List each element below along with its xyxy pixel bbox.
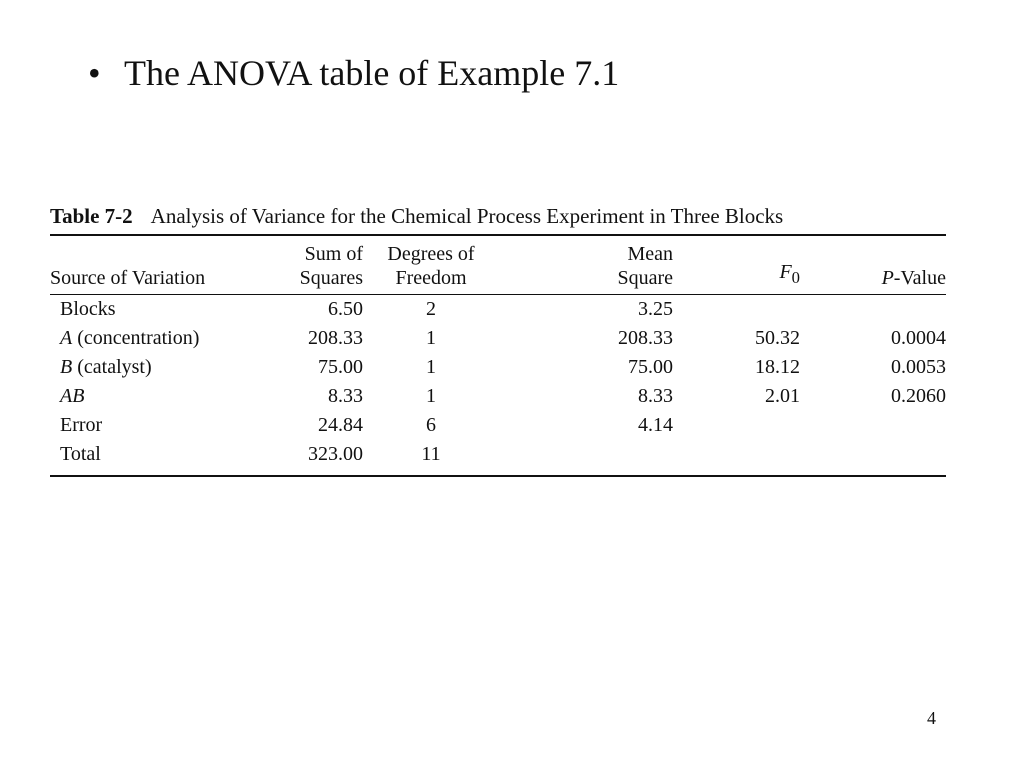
cell-f0: 2.01	[765, 385, 800, 407]
cell-mean-square: 8.33	[638, 385, 673, 407]
cell-f0	[673, 411, 800, 440]
header-source: Source of Variation	[50, 267, 206, 289]
anova-table	[50, 236, 946, 475]
table-row	[50, 295, 946, 324]
table-caption-label: Table 7-2	[50, 204, 133, 228]
cell-sum-of-squares: 24.84	[318, 414, 363, 436]
cell-f0	[673, 440, 800, 475]
cell-f0: 18.12	[755, 356, 800, 378]
table-row	[50, 324, 946, 353]
cell-p-value	[800, 411, 946, 440]
cell-mean-square: 208.33	[618, 327, 673, 349]
cell-source: AB	[60, 385, 85, 407]
table-row	[50, 440, 946, 475]
cell-mean-square: 4.14	[638, 414, 673, 436]
cell-sum-of-squares: 6.50	[328, 298, 363, 320]
cell-source: Error	[60, 414, 103, 436]
cell-mean-square	[499, 440, 673, 475]
table-row	[50, 382, 946, 411]
cell-df: 6	[426, 414, 436, 436]
cell-source: A (concentration)	[60, 327, 200, 349]
header-degrees-of-freedom: Degrees of Freedom	[387, 243, 475, 289]
cell-p-value: 0.0053	[891, 356, 946, 378]
cell-source: Total	[60, 443, 101, 465]
cell-source: Blocks	[60, 298, 116, 320]
table-caption-text: Analysis of Variance for the Chemical Process Experiment in Three Blocks	[150, 204, 784, 228]
bullet-glyph: •	[88, 53, 101, 93]
header-p-value: P-Value	[881, 267, 946, 289]
cell-sum-of-squares: 208.33	[308, 327, 363, 349]
cell-df: 2	[426, 298, 436, 320]
slide-bullet	[88, 50, 619, 96]
table-row	[50, 353, 946, 382]
cell-df: 1	[426, 356, 436, 378]
table-body	[50, 294, 946, 475]
cell-f0: 50.32	[755, 327, 800, 349]
table-caption	[50, 202, 946, 234]
cell-p-value	[800, 440, 946, 475]
slide-bullet-text: The ANOVA table of Example 7.1	[124, 53, 620, 93]
cell-sum-of-squares: 75.00	[318, 356, 363, 378]
table-header-row	[50, 236, 946, 294]
cell-sum-of-squares: 323.00	[308, 443, 363, 465]
cell-sum-of-squares: 8.33	[328, 385, 363, 407]
cell-df: 1	[426, 385, 436, 407]
cell-mean-square: 75.00	[628, 356, 673, 378]
cell-source: B (catalyst)	[60, 356, 152, 378]
cell-p-value	[800, 295, 946, 324]
page-number: 4	[927, 708, 936, 728]
cell-f0	[673, 295, 800, 324]
header-sum-of-squares: Sum of Squares	[299, 243, 363, 289]
header-f0: $F_0$	[779, 261, 800, 287]
table-bottom-rule	[50, 475, 946, 477]
header-mean-square: Mean Square	[617, 243, 673, 289]
cell-mean-square: 3.25	[638, 298, 673, 320]
cell-df: 1	[426, 327, 436, 349]
table-row	[50, 411, 946, 440]
cell-p-value: 0.2060	[891, 385, 946, 407]
cell-p-value: 0.0004	[891, 327, 946, 349]
anova-table-block	[50, 202, 946, 477]
cell-df: 11	[421, 443, 441, 465]
